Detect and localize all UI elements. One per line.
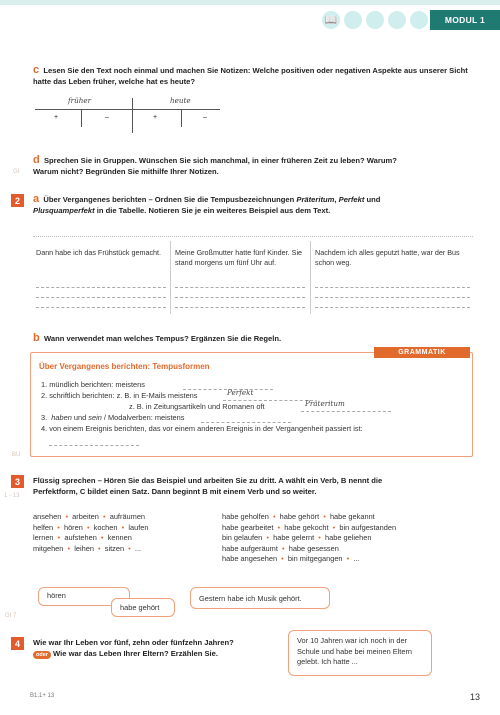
- task-letter-d: d: [33, 154, 40, 166]
- bullet-separator: •: [96, 533, 108, 542]
- bullet-separator: •: [328, 522, 340, 532]
- notes-grid: [35, 94, 220, 134]
- side-mark: BU: [12, 452, 21, 458]
- col-heute: heute: [170, 96, 191, 105]
- notes-divider: [81, 109, 82, 127]
- write-line: [36, 297, 166, 298]
- bullet-separator: •: [262, 533, 274, 542]
- table-top-line: [33, 236, 473, 242]
- write-line: [36, 287, 166, 288]
- word-row: [222, 533, 477, 544]
- verb-word: bin mitgegangen: [287, 554, 343, 563]
- handwritten-perfekt: Perfekt: [227, 388, 254, 397]
- word-row: [222, 554, 477, 565]
- verb-word: aufräumen: [109, 512, 146, 521]
- verb-word: habe geliehen: [325, 533, 372, 542]
- bubble-text: habe gehört: [120, 603, 160, 612]
- task-c-instruction: [33, 65, 473, 87]
- verb-word: kochen: [93, 522, 118, 532]
- verb-word: habe angesehen: [222, 554, 278, 563]
- bullet-separator: •: [314, 533, 325, 542]
- grammatik-tag: GRAMMATIK: [374, 347, 470, 358]
- header-band: [0, 0, 500, 5]
- verb-word: habe gekannt: [329, 512, 375, 521]
- bullet-separator: •: [319, 512, 330, 521]
- und: und: [364, 195, 381, 204]
- verb-word: bin gelaufen: [222, 533, 263, 542]
- task-4-line2: Wie war das Leben Ihrer Eltern? Erzählen Sie.: [53, 648, 218, 658]
- verb-word: habe gelernt: [273, 533, 315, 542]
- task-d-line1: Sprechen Sie in Gruppen. Wünschen Sie sich manchmal, in einer früheren Zeit zu leben? Warum?: [43, 156, 397, 165]
- task-3-instruction: [33, 476, 473, 497]
- table-cell: Nachdem ich alles geputzt hatte, war der Bus schon weg.: [315, 248, 460, 267]
- minus-sign: –: [105, 114, 109, 121]
- verb-word: laufen: [128, 522, 149, 532]
- task-d-instruction: [33, 155, 473, 177]
- task-2b-text: Wann verwendet man welches Tempus? Ergänzen Sie die Regeln.: [43, 334, 282, 343]
- task-4-line1: Wie war Ihr Leben vor fünf, zehn oder fünfzehn Jahren?: [33, 638, 234, 647]
- side-mark: GI: [13, 169, 20, 175]
- task-d-line2: Warum nicht? Begründen Sie mithilfe Ihrer Notizen.: [33, 166, 219, 176]
- verb-word: helfen: [33, 522, 54, 532]
- bullet-separator: •: [98, 512, 110, 521]
- bullet-separator: •: [53, 522, 64, 532]
- speech-bubble-answer: [288, 630, 432, 676]
- rule-2b: z. B. in Zeitungsartikeln und Romanen oft: [129, 402, 265, 411]
- minus-sign: –: [203, 114, 207, 121]
- bullet-separator: •: [53, 533, 65, 542]
- verb-word: habe geholfen: [222, 512, 269, 521]
- page-number: 13: [470, 692, 481, 702]
- bullet-separator: •: [342, 554, 354, 563]
- rule-3-number: 3.: [41, 413, 48, 422]
- answer-line: [49, 445, 139, 446]
- task-number-4: 4: [11, 637, 24, 650]
- grammatik-title: Über Vergangenes berichten: Tempusformen: [39, 362, 210, 371]
- write-line: [175, 297, 305, 298]
- bullet-separator: •: [273, 522, 285, 532]
- write-line: [315, 287, 470, 288]
- verb-word: leihen: [74, 543, 94, 553]
- header-dot: [366, 11, 384, 29]
- header-dot: [410, 11, 428, 29]
- word-und: und: [71, 413, 89, 422]
- task-3-line1: Flüssig sprechen – Hören Sie das Beispiel und arbeiten Sie zu dritt. A wählt ein Verb, B nennt die: [33, 476, 383, 485]
- write-line: [36, 307, 166, 308]
- word-row: [33, 544, 203, 555]
- verb-word: habe aufgeräumt: [222, 543, 278, 553]
- bullet-separator: •: [268, 512, 280, 521]
- verb-word: habe gesessen: [288, 543, 339, 553]
- term-perfekt: Perfekt: [338, 195, 365, 204]
- task-letter-c: c: [33, 64, 40, 76]
- verb-word: aufstehen: [64, 533, 97, 542]
- verb-word: ansehen: [33, 512, 62, 521]
- write-line: [175, 287, 305, 288]
- verb-word: kennen: [107, 533, 132, 542]
- word-row: [222, 512, 477, 523]
- answer-line: [301, 411, 391, 412]
- speech-bubble-gehoert: [111, 598, 175, 617]
- verb-word: habe gekocht: [284, 522, 329, 532]
- book-icon: 📖: [322, 11, 340, 29]
- speech-bubble-sentence: [190, 587, 330, 609]
- task-2a-text: Über Vergangenes berichten – Ordnen Sie die Tempusbezeichnungen: [43, 195, 297, 204]
- task-2a-text2: in die Tabelle. Notieren Sie je ein weiteres Beispiel aus dem Text.: [94, 205, 331, 215]
- bullet-separator: •: [277, 543, 289, 553]
- task-2b-instruction: [33, 333, 473, 345]
- bullet-separator: •: [61, 512, 73, 521]
- bullet-separator: •: [277, 554, 288, 563]
- notes-line: [35, 109, 220, 110]
- word-haben: haben: [51, 413, 72, 422]
- verb-word: bin aufgestanden: [339, 522, 397, 532]
- word-row: [33, 523, 203, 534]
- side-mark: GI 7: [5, 613, 17, 619]
- bullet-separator: •: [117, 522, 129, 532]
- word-row: [33, 512, 203, 523]
- write-line: [315, 307, 470, 308]
- header-dot: [388, 11, 406, 29]
- bullet-separator: •: [82, 522, 94, 532]
- verb-word: arbeiten: [72, 512, 99, 521]
- term-praeteritum: Präteritum: [296, 195, 335, 204]
- verb-word: sitzen: [104, 543, 125, 553]
- plus-sign: +: [153, 114, 158, 121]
- task-2a-instruction: [33, 194, 473, 216]
- header-dot: [344, 11, 362, 29]
- notes-divider: [132, 98, 133, 133]
- tense-table: [33, 236, 473, 316]
- bubble-text: Gestern habe ich Musik gehört.: [199, 593, 302, 603]
- plus-sign: +: [54, 114, 59, 121]
- task-number-3: 3: [11, 475, 24, 488]
- word-row: [222, 523, 477, 534]
- bullet-separator: •: [124, 543, 135, 553]
- verb-word: habe gehört: [279, 512, 320, 521]
- oder-tag: oder: [33, 651, 51, 659]
- word-sein: sein: [88, 413, 102, 422]
- task-letter-b: b: [33, 332, 40, 344]
- verb-word: ...: [353, 554, 360, 563]
- task-3-line2: Perfektform, C bildet einen Satz. Dann beginnt B mit einem Verb und so weiter.: [33, 486, 317, 496]
- task-4-instruction: [33, 638, 283, 660]
- task-number-2: 2: [11, 194, 24, 207]
- comma: ,: [334, 195, 339, 204]
- table-col-divider: [310, 241, 311, 314]
- col-frueher: früher: [68, 96, 92, 105]
- footer-code: B1.1+ 13: [30, 693, 55, 699]
- verb-word: lernen: [33, 533, 54, 542]
- rule-3-rest: / Modalverben: meistens: [101, 413, 185, 422]
- term-plusquamperfekt: Plusquamperfekt: [33, 205, 95, 215]
- rule-3: [41, 412, 184, 423]
- side-mark: 1 ◦ 13: [4, 493, 20, 499]
- word-row: [222, 544, 477, 555]
- table-col-divider: [170, 241, 171, 314]
- table-cell: Dann habe ich das Frühstück gemacht.: [36, 248, 162, 257]
- handwritten-praeteritum: Präteritum: [305, 399, 345, 408]
- verb-word: ...: [134, 543, 142, 553]
- word-row: [33, 533, 203, 544]
- rule-1: 1. mündlich berichten: meistens: [41, 380, 145, 389]
- rule-4: 4. von einem Ereignis berichten, das vor einem anderen Ereignis in der Vergangenheit passiert ist:: [41, 424, 363, 433]
- modul-label: MODUL 1: [430, 10, 500, 30]
- bullet-separator: •: [93, 543, 105, 553]
- verb-word: mitgehen: [33, 543, 64, 553]
- task-letter-a: a: [33, 193, 40, 205]
- bubble-text: Vor 10 Jahren war ich noch in der Schule und habe bei meinen Eltern gelebt. Ich hatte ...: [297, 636, 413, 666]
- bubble-text: hören: [47, 591, 66, 600]
- header-dots: [322, 10, 428, 30]
- grammatik-box: [30, 349, 473, 457]
- rule-2: 2. schriftlich berichten: z. B. in E-Mails meistens: [41, 391, 198, 400]
- bullet-separator: •: [63, 543, 75, 553]
- task-c-text: Lesen Sie den Text noch einmal und machen Sie Notizen: Welche positiven oder negativen Aspekte aus unserer Sicht hatte das Leben früher, welche hat es heute?: [33, 66, 468, 86]
- write-line: [175, 307, 305, 308]
- write-line: [315, 297, 470, 298]
- verb-word: habe gearbeitet: [222, 522, 274, 532]
- verb-word: hören: [63, 522, 83, 532]
- verb-list-left: [33, 512, 203, 554]
- table-cell: Meine Großmutter hatte fünf Kinder. Sie stand morgens um fünf Uhr auf.: [175, 248, 303, 267]
- verb-list-right: [222, 512, 477, 565]
- notes-divider: [181, 109, 182, 127]
